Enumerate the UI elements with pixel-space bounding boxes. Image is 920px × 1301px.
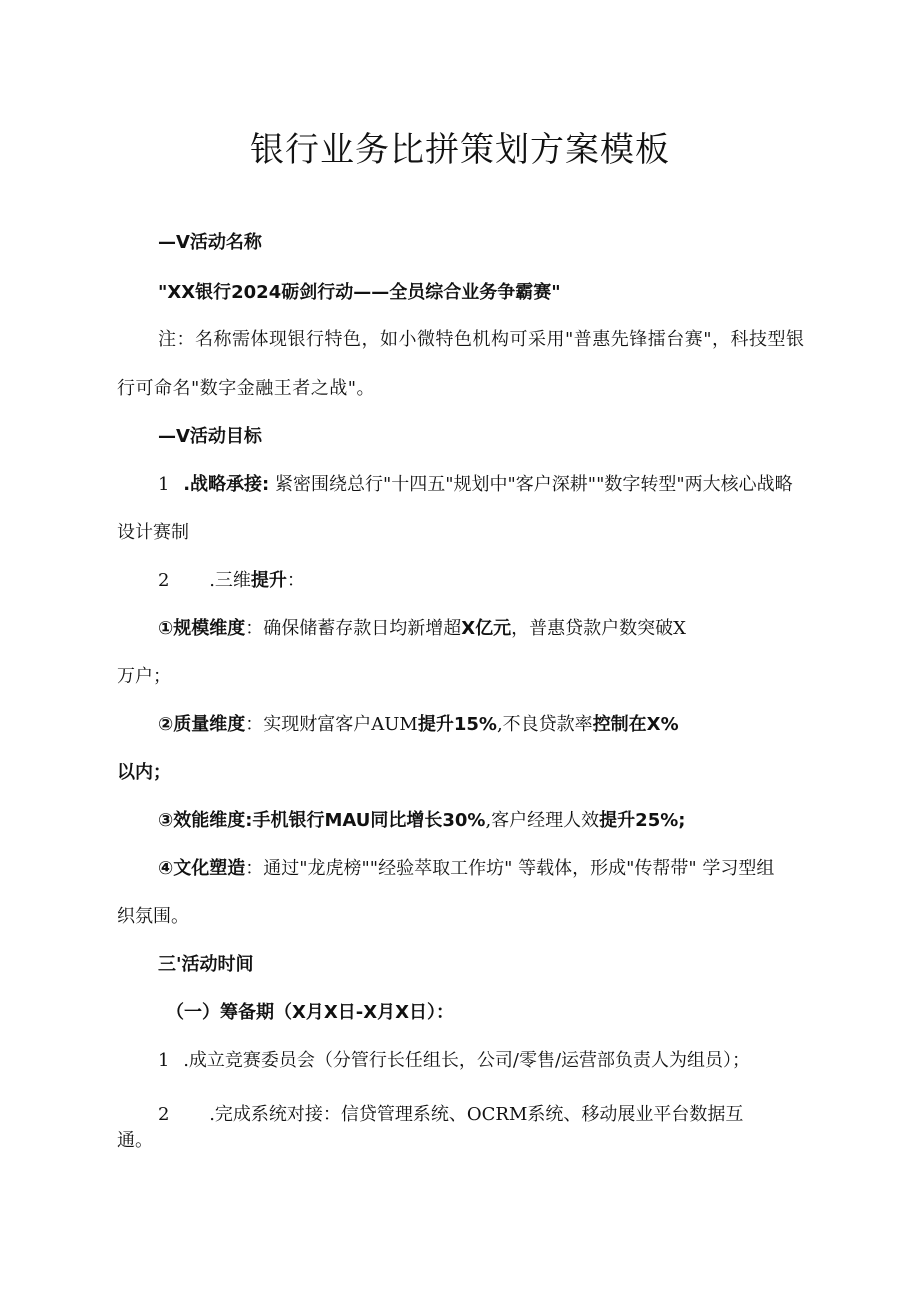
dimension-efficiency-bold: ③效能维度:手机银行MAU同比增长30% <box>158 810 486 831</box>
dimension-culture-line1 <box>158 857 774 881</box>
prep-item-2-line2: 通。 <box>117 1130 153 1151</box>
dimension-quality-text-a: 实现财富客户AUM <box>263 714 418 735</box>
dimension-quality-line2: 以内； <box>117 762 171 783</box>
prep-item-1-number: 1 <box>158 1050 170 1071</box>
dimension-efficiency-text: ,客户经理人效 <box>485 810 600 831</box>
goal-1-label: .战略承接: <box>183 474 270 495</box>
dimension-efficiency-line <box>158 809 685 833</box>
dimension-culture-text: ：通过"龙虎榜""经验萃取工作坊" 等载体，形成"传帮带" 学习型组 <box>245 858 775 879</box>
goal-1-line2: 设计赛制 <box>117 522 189 543</box>
name-note-line1: 注：名称需体现银行特色，如小微特色机构可采用"普惠先锋擂台赛"，科技型银 <box>158 329 805 350</box>
prep-item-1 <box>158 1049 750 1073</box>
dimension-culture-line2: 织氛围。 <box>117 906 189 927</box>
goal-2-pre: .三维 <box>209 570 251 591</box>
goal-2-post: ： <box>286 570 305 591</box>
name-note-line2: 行可命名"数字金融王者之战"。 <box>117 378 376 399</box>
goal-2-bold: 提升 <box>250 570 287 591</box>
prep-item-2-number: 2 <box>158 1104 170 1125</box>
dimension-quality-label: ②质量维度 <box>158 714 246 735</box>
goal-1-line1 <box>158 473 793 497</box>
dimension-quality-colon: ： <box>245 714 264 735</box>
phase-preparation: （一）筹备期（X月X日-X月X日）： <box>166 1002 454 1023</box>
goal-2-line <box>158 569 305 593</box>
dimension-efficiency-bold-b: 提升25%; <box>599 810 686 831</box>
section-heading-name: —V活动名称 <box>158 232 262 253</box>
dimension-scale-text-a: 确保储蓄存款日均新增超 <box>263 618 462 639</box>
dimension-quality-line1 <box>158 713 679 737</box>
dimension-scale-line1 <box>158 617 686 641</box>
page-title: 银行业务比拼策划方案模板 <box>250 130 670 170</box>
dimension-scale-bold: X亿元 <box>461 618 512 639</box>
prep-item-1-text: .成立竞赛委员会（分管行长任组长，公司/零售/运营部负责人为组员）； <box>183 1050 751 1071</box>
section-heading-time: 三'活动时间 <box>158 954 254 975</box>
dimension-scale-colon: ： <box>245 618 264 639</box>
goal-2-number: 2 <box>158 570 170 591</box>
dimension-culture-label: ④文化塑造 <box>158 858 246 879</box>
activity-name: "XX银行2024砺剑行动——全员综合业务争霸赛" <box>158 282 561 303</box>
dimension-quality-bold-b: 控制在X% <box>592 714 679 735</box>
goal-1-text: 紧密围绕总行"十四五"规划中"客户深耕""数字转型"两大核心战略 <box>274 474 793 495</box>
prep-item-2-line1 <box>158 1103 743 1127</box>
goal-1-number: 1 <box>158 474 170 495</box>
dimension-quality-text-b: ,不良贷款率 <box>496 714 593 735</box>
prep-item-2-text: .完成系统对接：信贷管理系统、OCRM系统、移动展业平台数据互 <box>209 1104 744 1125</box>
dimension-quality-bold-a: 提升15% <box>417 714 497 735</box>
dimension-scale-line2: 万户； <box>117 666 171 687</box>
dimension-scale-text-b: ，普惠贷款户数突破X <box>511 618 686 639</box>
dimension-scale-label: ①规模维度 <box>158 618 246 639</box>
section-heading-goals: —V活动目标 <box>158 426 262 447</box>
